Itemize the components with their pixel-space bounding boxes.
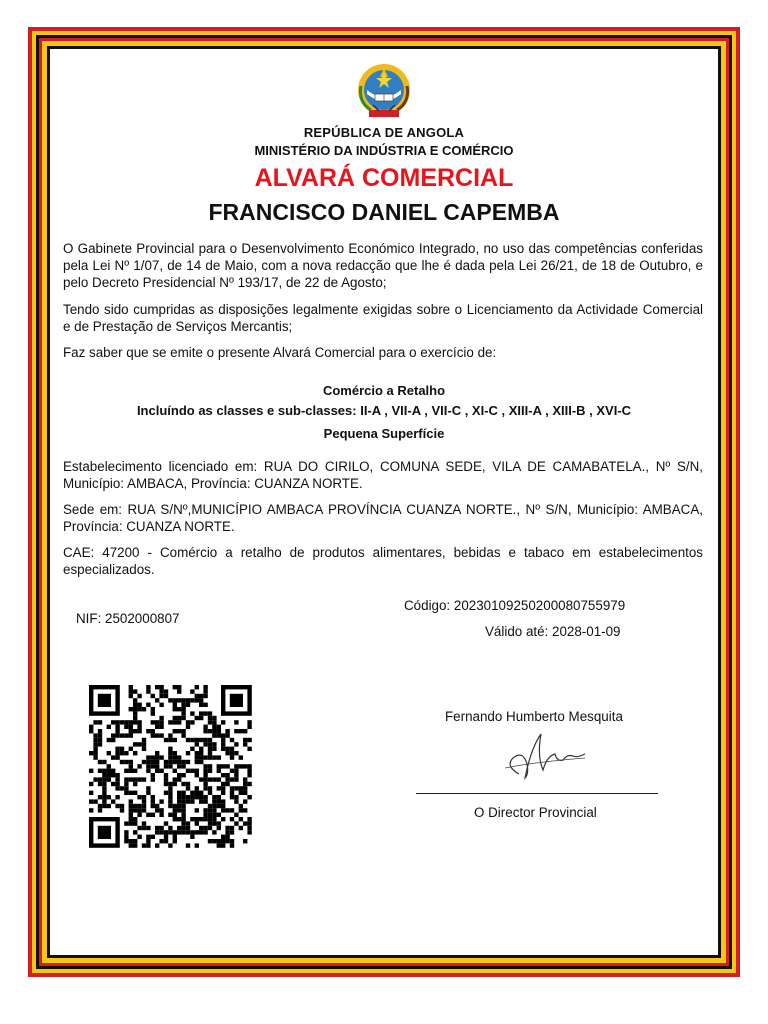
country-heading: REPÚBLICA DE ANGOLA xyxy=(303,125,465,140)
activity-type: Comércio a Retalho xyxy=(322,383,446,398)
document-code: Código: 20230109250200080755979 xyxy=(404,598,626,613)
issuance-paragraph: Faz saber que se emite o presente Alvará Comercial para o exercício de: xyxy=(63,345,497,360)
activity-classes: Incluíndo as classes e sub-classes: II-A , VII-A , VII-C , XI-C , XIII-A , XIII-B , XVI-C xyxy=(136,403,632,418)
nif-number: NIF: 2502000807 xyxy=(76,611,180,626)
document-title: ALVARÁ COMERCIAL xyxy=(254,164,514,192)
signer-name: Fernando Humberto Mesquita xyxy=(445,709,623,724)
holder-name: FRANCISCO DANIEL CAPEMBA xyxy=(208,199,560,225)
cae-description: CAE: 47200 - Comércio a retalho de produtos alimentares, bebidas e tabaco em estabelecimentos especializados. xyxy=(63,545,703,577)
qr-code-icon xyxy=(77,675,267,852)
angola-coat-of-arms-icon xyxy=(355,60,413,122)
compliance-paragraph: Tendo sido cumpridas as disposições legalmente exigidas sobre o Licenciamento da Actividade Comercial e de Prestação de Serviços Mercantis; xyxy=(63,302,703,334)
signature-scribble xyxy=(485,728,595,788)
surface-type: Pequena Superfície xyxy=(323,426,445,441)
establishment-address: Estabelecimento licenciado em: RUA DO CIRILO, COMUNA SEDE, VILA DE CAMABATELA., Nº S/N, Município: AMBACA, Província: CUANZA NORTE. xyxy=(63,459,703,491)
signer-role: O Director Provincial xyxy=(474,805,597,820)
headquarters-address: Sede em: RUA S/Nº,MUNICÍPIO AMBACA PROVÍNCIA CUANZA NORTE., Nº S/N, Município: AMBACA, Província: CUANZA NORTE. xyxy=(63,502,703,534)
signature-line xyxy=(416,793,658,794)
legal-basis-paragraph: O Gabinete Provincial para o Desenvolvimento Económico Integrado, no uso das competências conferidas pela Lei Nº 1/07, de 14 de Maio, com a nova redacção que lhe é dada pela Lei 26/21, de 18 de Outubro, e pelo Decreto Presidencial Nº 193/17, de 22 de Agosto; xyxy=(63,241,703,290)
validity-date: Válido até: 2028-01-09 xyxy=(485,624,621,639)
ministry-heading: MINISTÉRIO DA INDÚSTRIA E COMÉRCIO xyxy=(254,143,514,158)
